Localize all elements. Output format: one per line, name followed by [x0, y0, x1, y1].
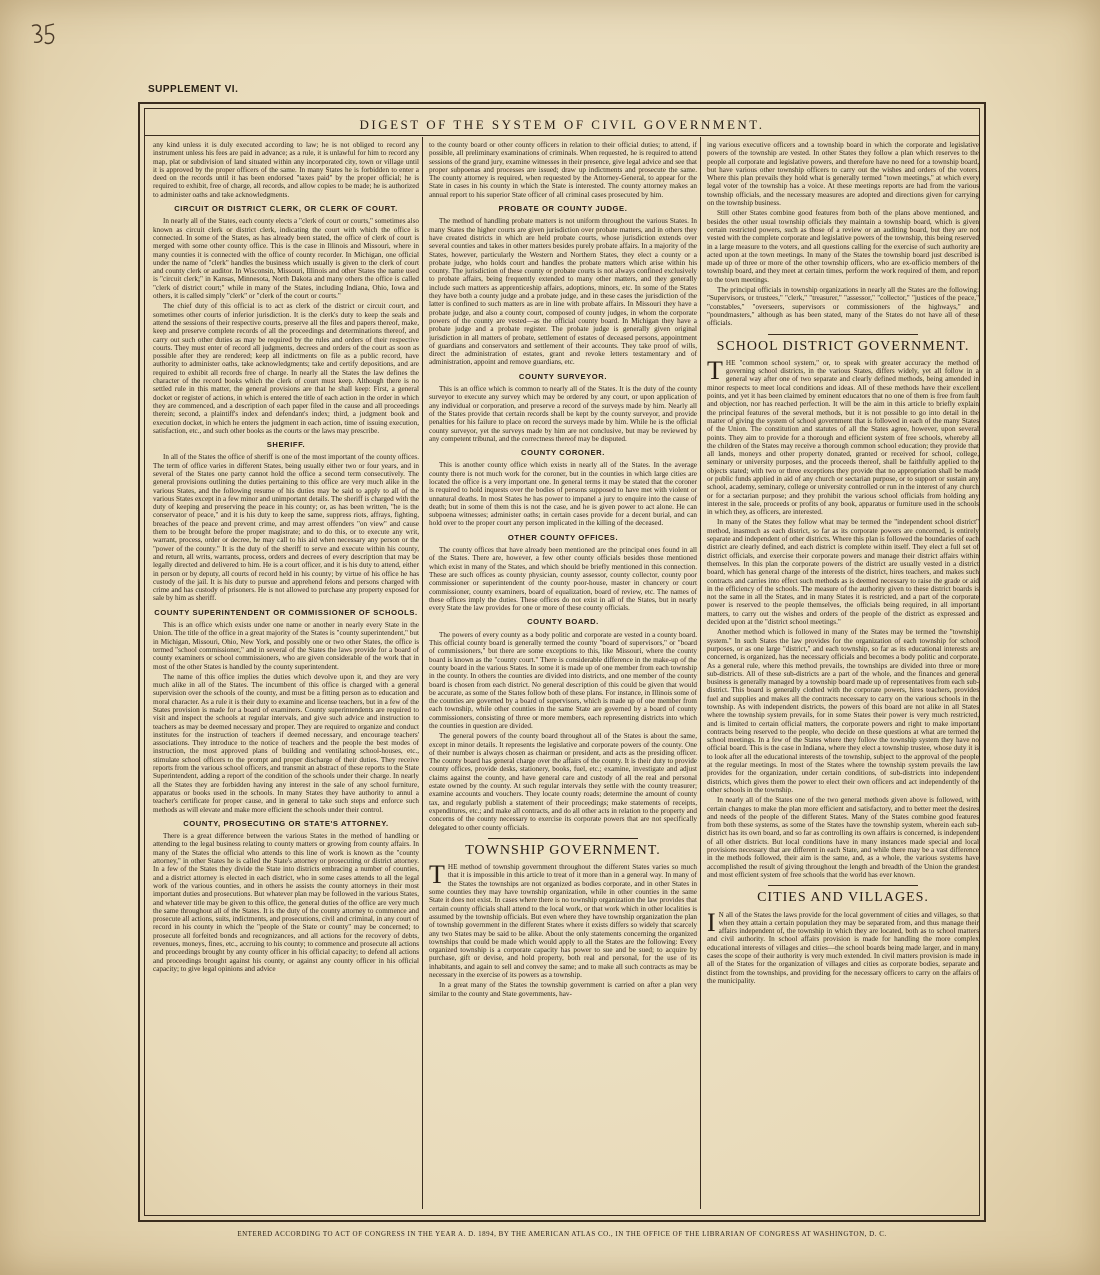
paragraph: The county offices that have already been mentioned are the principal ones found in all of the States. There are, however, a few other county officials besides those mentioned which exist in many of the States, and which should be briefly mentioned in this connection. These are such offices as county physician, county assessor, county collector, county poor commissioner or superintendent of the county poor-house, master in chancery or court commissioner, county examiners, board of equalization, board of review, etc. The names of these offices imply the duties. These offices do not exist in all of the States, but in nearly every State the law provides for one or more of these county officials. — [429, 546, 697, 613]
paragraph: In nearly all of the States one of the two general methods given above is followed, with certain changes to make the plan more efficient and satisfactory, and to better meet the desires and needs of the people of the different States. Many of the States combine good features from both these systems, as some of the States have the township system, wherein each sub-district has its own board, and so far as controlling its own affairs is concerned, is independent of all other districts. But local conditions have in many instances made special and local provisions necessary that are different in each State, and while there may be a vast difference in the methods followed, their aim is the same, and, as a whole, the various systems have accomplished the result of giving throughout the length and breadth of the Union the grandest and most efficient system of free schools that the world has ever known. — [707, 796, 979, 879]
banner-rule — [145, 135, 979, 136]
column-1 — [153, 141, 419, 1207]
paragraph: This is an office which exists under one name or another in nearly every State in the Union. The title of the office in a great majority of the States is "county superintendent," but in Michigan, Missouri, Ohio, New York, and possibly one or two other States, the office is termed "school commissioner," and in several of the States the laws provide for a board of county examiners or school commissioners, who are given considerable of the work that in most of the other States is handled by the county superintendent. — [153, 621, 419, 671]
page-frame — [138, 102, 986, 1222]
paragraph: The name of this office implies the duties which devolve upon it, and they are very much alike in all of the States. The incumbent of this office is charged with a general supervision over the schools of the county, and must be a fitting person as to education and moral character. As a rule it is their duty to examine and license teachers, but in a few of the States provision is made for a board of examiners. County superintendents are required to visit and inspect the schools at regular intervals, and give such advice and instruction to teachers as may be deemed necessary and proper. They are required to organize and conduct institutes for the instruction of teachers if deemed necessary, and encourage teachers' associations. They introduce to the notice of teachers and the people the best modes of instruction, the most approved plans of building and ventilating school-houses, etc., stimulate school officers to the prompt and proper discharge of their duties. They receive reports from the various school officers, and transmit an abstract of these reports to the State Superintendent, adding a report of the condition of the schools under their charge. In nearly all the States they are forbidden having any interest in the sale of any school furniture, apparatus or books used in the schools. In many States they have authority to annul a teacher's certificate for proper cause, and in general to take such steps and enforce such methods as will elevate and make more efficient the schools under their control. — [153, 672, 419, 814]
paragraph: Still other States combine good features from both of the plans above mentioned, and besides the other usual township officials they maintain a township board, which is given certain restricted powers, such as those of a review or an auditing board, but they are not vested with the complete corporate and legislative powers of the township, this being reserved in a large measure to the voters, and all questions calling for the exercise of such authority are acted upon at the town meetings. In many of the States the township board just described is made up of three or more of the other township officers, who are ex-officio members of the township board, and they meet at certain times, perform the work required of them, and report to the town meetings. — [707, 209, 979, 284]
copyright-footer: ENTERED ACCORDING TO ACT OF CONGRESS IN THE YEAR A. D. 1894, BY THE AMERICAN ATLAS CO., IN THE OFFICE OF THE LIBRARIAN OF CONGRESS AT WASHINGTON, D. C. — [237, 1230, 887, 1238]
banner-title: DIGEST OF THE SYSTEM OF CIVIL GOVERNMENT. — [359, 117, 765, 132]
paragraph: ing various executive officers and a township board in which the corporate and legislative powers of the township are vested. In other States they follow a plan which reserves to the people all corporate and legislative powers, and therefore have no need for a township board, but have various other township officers to carry out the wishes and orders of the voters. Where this plan prevails they hold what is generally termed "town meetings," at which every legal voter of the township has a voice. At these meetings reports are had from the various township officials, and the necessary measures are adopted and directions given for carrying on the township business. — [707, 141, 979, 208]
paragraph: Another method which is followed in many of the States may be termed the "township system." In such States the law provides for the organization of each township for school purposes, or as one large "district," and each township, so far as its educational interests are concerned, is organized, has the necessary officials and becomes a body politic and corporate. As a general rule, where this method prevails, the townships are divided into three or more sub-districts. All of these sub-districts are a part of the whole, and the finances and general business is generally managed by a township board made up of representatives from each sub-district. This board is generally clothed with the corporate powers, hires teachers, provides fuel and supplies and makes all the contracts necessary to carry on the various schools in the township. As with independent districts, the powers of this board are not alike in all States where the township system prevails, for in some States their power is very much restricted, and is limited to certain official matters, the corporate powers and right to make important contracts being reserved to the people, who decide on these questions at what are termed the school meetings. In a few of the States where they follow the township system they have no official board. This is the case in Indiana, where they elect a township trustee, whose duty it is to look after all the educational interests of the township, subject to the approval of the people at the regular meetings. In most of the States where the township system prevails the law provides for the organization, under certain conditions, of sub-districts into independent districts, which gives them the power to elect their own officers and act independently of the other schools in the township. — [707, 628, 979, 794]
paragraph: The chief duty of this official is to act as clerk of the district or circuit court, and sometimes other courts of inferior jurisdiction. It is the clerk's duty to keep the seals and attend the sessions of their respective courts, preserve all the files and papers thereof, make, keep and preserve complete records of all the proceedings and determinations thereof, and carry out such other duties as may be required by the rules and orders of their respective courts. They must enter of record all judgments, decrees and orders of the court as soon as possible after they are rendered; keep all indictments on file as a public record, have authority to administer oaths, take acknowledgments; take and certify depositions, and are required to exhibit all records free of charge. In nearly all the States the law defines the character of the record books which the clerk of court must keep. Although there is no settled rule in this matter, the general provisions are that he shall keep: First, a general docket or register of actions, in which is entered the title of each action in the order in which they are commenced, and a description of each paper filed in the cause and all proceedings therein; second, a plaintiff's index and defendant's index; third, a judgment book and execution docket, in which he enters the judgment in each action, time of issuing execution, satisfaction, etc., and such other books as the courts or the laws may prescribe. — [153, 302, 419, 435]
drop-cap: T — [707, 355, 723, 385]
supplement-label: SUPPLEMENT VI. — [148, 84, 239, 95]
paragraph: any kind unless it is duly executed according to law; he is not obliged to record any instrument unless his fees are paid in advance; as a rule, it is unlawful for him to record any map, plat or subdivision of land situated within any incorporated city, town or village until it is approved by the proper officers of the same. In many States he is forbidden to enter a deed on the records until it has been endorsed "taxes paid" by the proper official; he is required to exhibit, free of charge, all records, and allow copies to be made; he is authorized to administer oaths and take acknowledgments. — [153, 141, 419, 199]
section-heading: SHERIFF. — [266, 440, 306, 450]
paragraph — [707, 355, 979, 517]
paragraph: In all of the States the office of sheriff is one of the most important of the county offices. The term of office varies in different States, being usually either two or four years, and in several of the States one party cannot hold the office a second term consecutively. The general provisions outlining the duties pertaining to this office are very much alike in the various States, and the following resume of his duties may be said to apply to all of the various States except in a few minor and unimportant details. The sheriff is charged with the duty of keeping and preserving the peace in his county; or, as has been written, "he is the conservator of peace," and it is his duty to keep the same, suppress riots, affrays, fighting, breaches of the peace and prevent crime, and may arrest offenders "on view" and cause them to be brought before the proper magistrate; and to do this, or to execute any writ, warrant, process, order or decree, he may call to his aid when necessary any person or the "power of the county." It is the duty of the sheriff to serve and execute within his county, and return, all writs, warrants, process, orders and decrees of every description that may be legally directed and delivered to him. He is a court officer, and it is his duty to attend, either in person or by deputy, all courts of record held in his county; by virtue of his office he has custody of the jail. It is his duty to pursue and apprehend felons and persons charged with crime and has custody of prisoners. He is not allowed to purchase any property exposed for sale by him as sheriff. — [153, 453, 419, 603]
paragraph: This is another county office which exists in nearly all of the States. In the average county there is not much work for the coroner, but in the counties in which large cities are located the office is a very important one. In general terms it may be stated that the coroner is required to hold inquests over the bodies of persons supposed to have met with violent or unnatural deaths. In most States he has power to impanel a jury to enquire into the cause of death; but in some of them this is not the case, and he is given power to act alone. He can subpoena witnesses; administer oaths; in certain cases provide for a decent burial, and can hold over to the proper court any person implicated in the killing of the deceased. — [429, 461, 697, 528]
drop-cap: I — [707, 907, 716, 937]
paragraph: The powers of every county as a body politic and corporate are vested in a county board. This official county board is generally termed the county "board of supervisors," or "board of commissioners," but there are some exceptions to this, like Missouri, where the county board is known as the "county court." There is considerable difference in the make-up of the county board in the various States. In some it is made up of one member from each township in the county. In others the counties are divided into districts, and one member of the county board is chosen from each district. No general description of this could be given that would be accurate, as some of the States follow both of these plans. For instance, in Illinois some of the counties are governed by a board of supervisors, which is made up of one member from each township, while other counties in the same State are governed by a board of county commissioners, consisting of three or more members, each representing districts into which the counties in question are divided. — [429, 630, 697, 730]
section-heading: COUNTY BOARD. — [527, 617, 599, 627]
paragraph — [429, 860, 697, 980]
paragraph — [707, 907, 979, 986]
paragraph: In nearly all of the States, each county elects a "clerk of court or courts," sometimes also known as circuit clerk or district clerk, indicating the court with which the office is connected. In some of the States, as has already been stated, the office of clerk of court is merged with some other county office. This is the case in Illinois and Missouri, where in many counties it is connected with the office of county recorder. In Michigan, one official under the name of "clerk" handles the business which usually is given to the clerk of court and county clerk or auditor. In Wisconsin, Missouri, Illinois and other States the name used is "circuit clerk;" in Kansas, Minnesota, North Dakota and many others the office is called "clerk of district court;" while in many of the States, including Indiana, Ohio, Iowa and others, it is called simply "clerk" or "clerk of the court or courts." — [153, 217, 419, 301]
drop-cap: T — [429, 860, 445, 890]
section-heading: CIRCUIT OR DISTRICT CLERK, OR CLERK OF COURT. — [174, 204, 398, 214]
section-rule — [768, 334, 918, 335]
section-heading: COUNTY, PROSECUTING OR STATE'S ATTORNEY. — [183, 818, 389, 828]
paragraph: There is a great difference between the various States in the method of handling or attending to the legal business relating to county matters or growing from county affairs. In many of the States the official who attends to this line of work is known as the "county attorney," in other States he is called the State's attorney or prosecuting or district attorney. In a few of the States they divide the State into districts embracing a number of counties, and a district attorney is elected in each district, who in some cases attends to all the legal work of the various counties, and in others he assists the county attorneys in their most important duties and prosecutions. But whatever plan may be followed in the various States, and whatever title may be given to this office, the general duties of the office are very much the same throughout all of the States. It is the duty of the county attorney to commence and prosecute all actions, suits, indictments, and prosecutions, civil and criminal, in any court of record in his county in which the "people of the State or county" may be concerned; to prosecute all forfeited bonds and recognizances, and all actions for the recovery of debts, revenues, moneys, fines, etc., accruing to his county; to commence and prosecute all actions and proceedings brought by any county officer in his official capacity; to defend all actions and proceedings brought against his county, or against any county officer in his official capacity; to give legal opinions and advice — [153, 832, 419, 973]
paragraph: The method of handling probate matters is not uniform throughout the various States. In many States the higher courts are given jurisdiction over probate matters, and in others they have created districts in which are held probate courts, whose jurisdiction extends over several counties and takes in other matters besides purely probate affairs. In a majority of the States, however, particularly the Western and Northern States, they elect a county or a probate judge, who holds court and handles the probate matters which arise within his county. The jurisdiction of these county or probate courts is not always confined exclusively to probate affairs, being frequently extended to many other matters, and they generally include such matters as apprenticeship affairs, adoptions, minors, etc. In some of the States they have both a county judge and a probate judge, and in these cases the jurisdiction of the latter is confined to such matters as are in line with probate affairs. In Missouri they have a probate judge, and also a county court, composed of county judges, in whom the corporate powers of the county are vested—as the official county board. In Michigan they have a probate judge and a probate register. The probate judge is generally given original jurisdiction in all matters of probate, settlement of estates of deceased persons, appointment of guardians and conservators and settlement of their accounts. They take proof of wills, direct the administration of estates, grant and revoke letters testamentary and of administration, appoint and remove guardians, etc. — [429, 217, 697, 367]
column-2 — [429, 141, 697, 1207]
section-heading: COUNTY CORONER. — [521, 448, 605, 458]
paragraph-text: HE "common school system," or, to speak with greater accuracy the method of governing school districts, in the various States, differs widely, yet all follow in a general way after one of two separate and clearly defined methods, being amended in minor respects to meet local conditions and ideas. All of these methods have their excellent points, and yet it has been claimed by eminent educators that no one of them is free from fault and objection, nor has reached perfection. It will be the aim in this article to briefly explain the principal features of the several methods, but it is not possible to go into detail in the matter of giving the system of school government that is followed in each of the many States of the Union. The constitution and statutes of all the States agree, however, upon several points. They aim to provide for a thorough and efficient system of free schools, whereby all the children of the States may receive a thorough common school education; they provide that all lands, moneys and other property donated, granted or received for school, college, seminary or university purposes, and the proceeds thereof, shall be faithfully applied to the objects stated; with two or three exceptions they provide that no appropriation shall be made or public funds applied in aid of any church or sectarian purpose, or to support or sustain any school, academy, seminary, college or university controlled or run in the interest of any church or for a sectarian purpose; and they prohibit the various school officials from holding any interest in the sale, proceeds or profits of any book, apparatus or furniture used in the schools in which they, as officers, are interested. — [707, 358, 979, 517]
section-heading: COUNTY SURVEYOR. — [518, 371, 608, 381]
major-heading: CITIES AND VILLAGES. — [757, 890, 929, 906]
column-divider-2 — [700, 137, 701, 1209]
section-rule — [488, 838, 638, 839]
paragraph: The principal officials in township organizations in nearly all the States are the following: "Supervisors, or trustees," "clerk," "treasurer," "assessor," "collector," "justices of the peace," "constables," "overseers, supervisors or commissioners of the highways," and "poundmasters," although as has been stated, many of the States do not have all of these officials. — [707, 286, 979, 328]
section-heading: PROBATE OR COUNTY JUDGE. — [498, 204, 628, 214]
paragraph: In a great many of the States the township government is carried on after a plan very similar to the county and State governments, hav- — [429, 981, 697, 998]
paragraph: The general powers of the county board throughout all of the States is about the same, except in minor details. It represents the legislative and corporate powers of the county. One of their number is always chosen as chairman or president, and acts as the presiding officer. The county board has general charge over the affairs of the county. It is their duty to provide county offices, provide desks, stationery, books, fuel, etc.; examine, investigate and adjust claims against the county, and have general care and custody of all the real and personal estate owned by the county. At such regular intervals they settle with the county treasurer; examine accounts and vouchers. They locate county roads; determine the amount of county tax, and regularly publish a statement of their proceedings; make statements of receipts, expenditures, etc.; and make all contracts, and do all other acts in relation to the property and concerns of the county necessary to exercise its corporate powers that are not specifically delegated to other county officials. — [429, 732, 697, 832]
major-heading: TOWNSHIP GOVERNMENT. — [465, 842, 661, 858]
section-rule — [768, 885, 918, 886]
major-heading: SCHOOL DISTRICT GOVERNMENT. — [716, 338, 970, 354]
paragraph-text: N all of the States the laws provide for the local government of cities and villages, so that when they attain a certain population they may be separated from, and thus manage their affairs independent of, the township in which they are located, both as to school matters and civil authority. In school affairs provision is made for handling the more complex educational interests of villages and cities—the school boards being made larger, and in many cases the scope of their authority is very much extended. In civil matters provision is made in all of the States for the organization of villages and cities as corporate bodies, separate and distinct from the townships, and providing for the necessary officers to carry on the affairs of the municipality. — [707, 910, 979, 985]
paragraph-text: HE method of township government throughout the different States varies so much that it is impossible in this article to treat of it more than in a general way. In many of the States the townships are not organized as bodies corporate, and in other States in some counties they may have township organization, while in other counties in the same State it does not exist. In cases where there is no township organization the law provides that certain county officials shall attend to the local work, or that work which in other localities is assumed by the township officials. But even where they have township organization the plan of township government in the different States where it exists differs so widely that scarcely any two States may be said to be alike. About the only statements concerning the organized townships that could be made which would apply to all the States are the following: Every organized township is a corporate capacity has power to sue and be sued; to acquire by purchase, gift or devise, and hold property, both real and personal, for the use of its inhabitants, and again to sell and convey the same; and to make all such contracts as may be necessary in the exercise of its powers as a township. — [429, 863, 697, 980]
page-frame-inner — [144, 108, 980, 1216]
paragraph: to the county board or other county officers in relation to their official duties; to attend, if possible, all preliminary examinations of criminals. When requested, he is required to attend sessions of the grand jury, examine witnesses in their presence, give legal advice and see that proper subpoenas and processes are issued; draw up indictments and prosecute the same. The county attorney is required, when requested by the Attorney-General, to appear for the State in cases in his county in which the State is interested. The county attorney makes an annual report to his superior State officer of all criminal cases prosecuted by him. — [429, 141, 697, 199]
column-divider-1 — [422, 137, 423, 1209]
paragraph: This is an office which is common to nearly all of the States. It is the duty of the county surveyor to execute any survey which may be ordered by any court, or upon application of any individual or corporation, and preserve a record of the surveys made by him. Nearly all of the States provide that certain records shall be kept by the county surveyor, and provide penalties for his failure to place on record the surveys made by him. While he is the official county surveyor, yet the surveys made by him are not conclusive, but may be reviewed by any competent tribunal, and the correctness thereof may be disputed. — [429, 385, 697, 443]
handwritten-page-number — [26, 20, 66, 60]
section-heading: COUNTY SUPERINTENDENT OR COMMISSIONER OF SCHOOLS. — [154, 607, 418, 617]
column-3 — [707, 141, 979, 1207]
paragraph: In many of the States they follow what may be termed the "independent school district" method, inasmuch as each district, so far as its corporate powers are concerned, is entirely separate and independent of other districts. Where this plan is followed the boundaries of each district are clearly defined, and each district is complete within itself. They elect a full set of district officials, and exercise their corporate powers and manage their district affairs within themselves. In this plan the corporate powers of the district are usually vested in a district board, which has general charge of the interests of the district, hires teachers, and makes such contracts and carries into effect such methods as is deemed necessary to raise the grade or aid in the efficiency of the schools. The measure of the authority given to these district boards is not the same in all the States, and in many States it is restricted, and a part of the corporate power is reserved to the people themselves, the officials being required, in all important matters, to carry out the wishes and orders of the people of the district as expressed and decided upon at the "district school meetings." — [707, 518, 979, 627]
section-heading: OTHER COUNTY OFFICES. — [507, 532, 619, 542]
